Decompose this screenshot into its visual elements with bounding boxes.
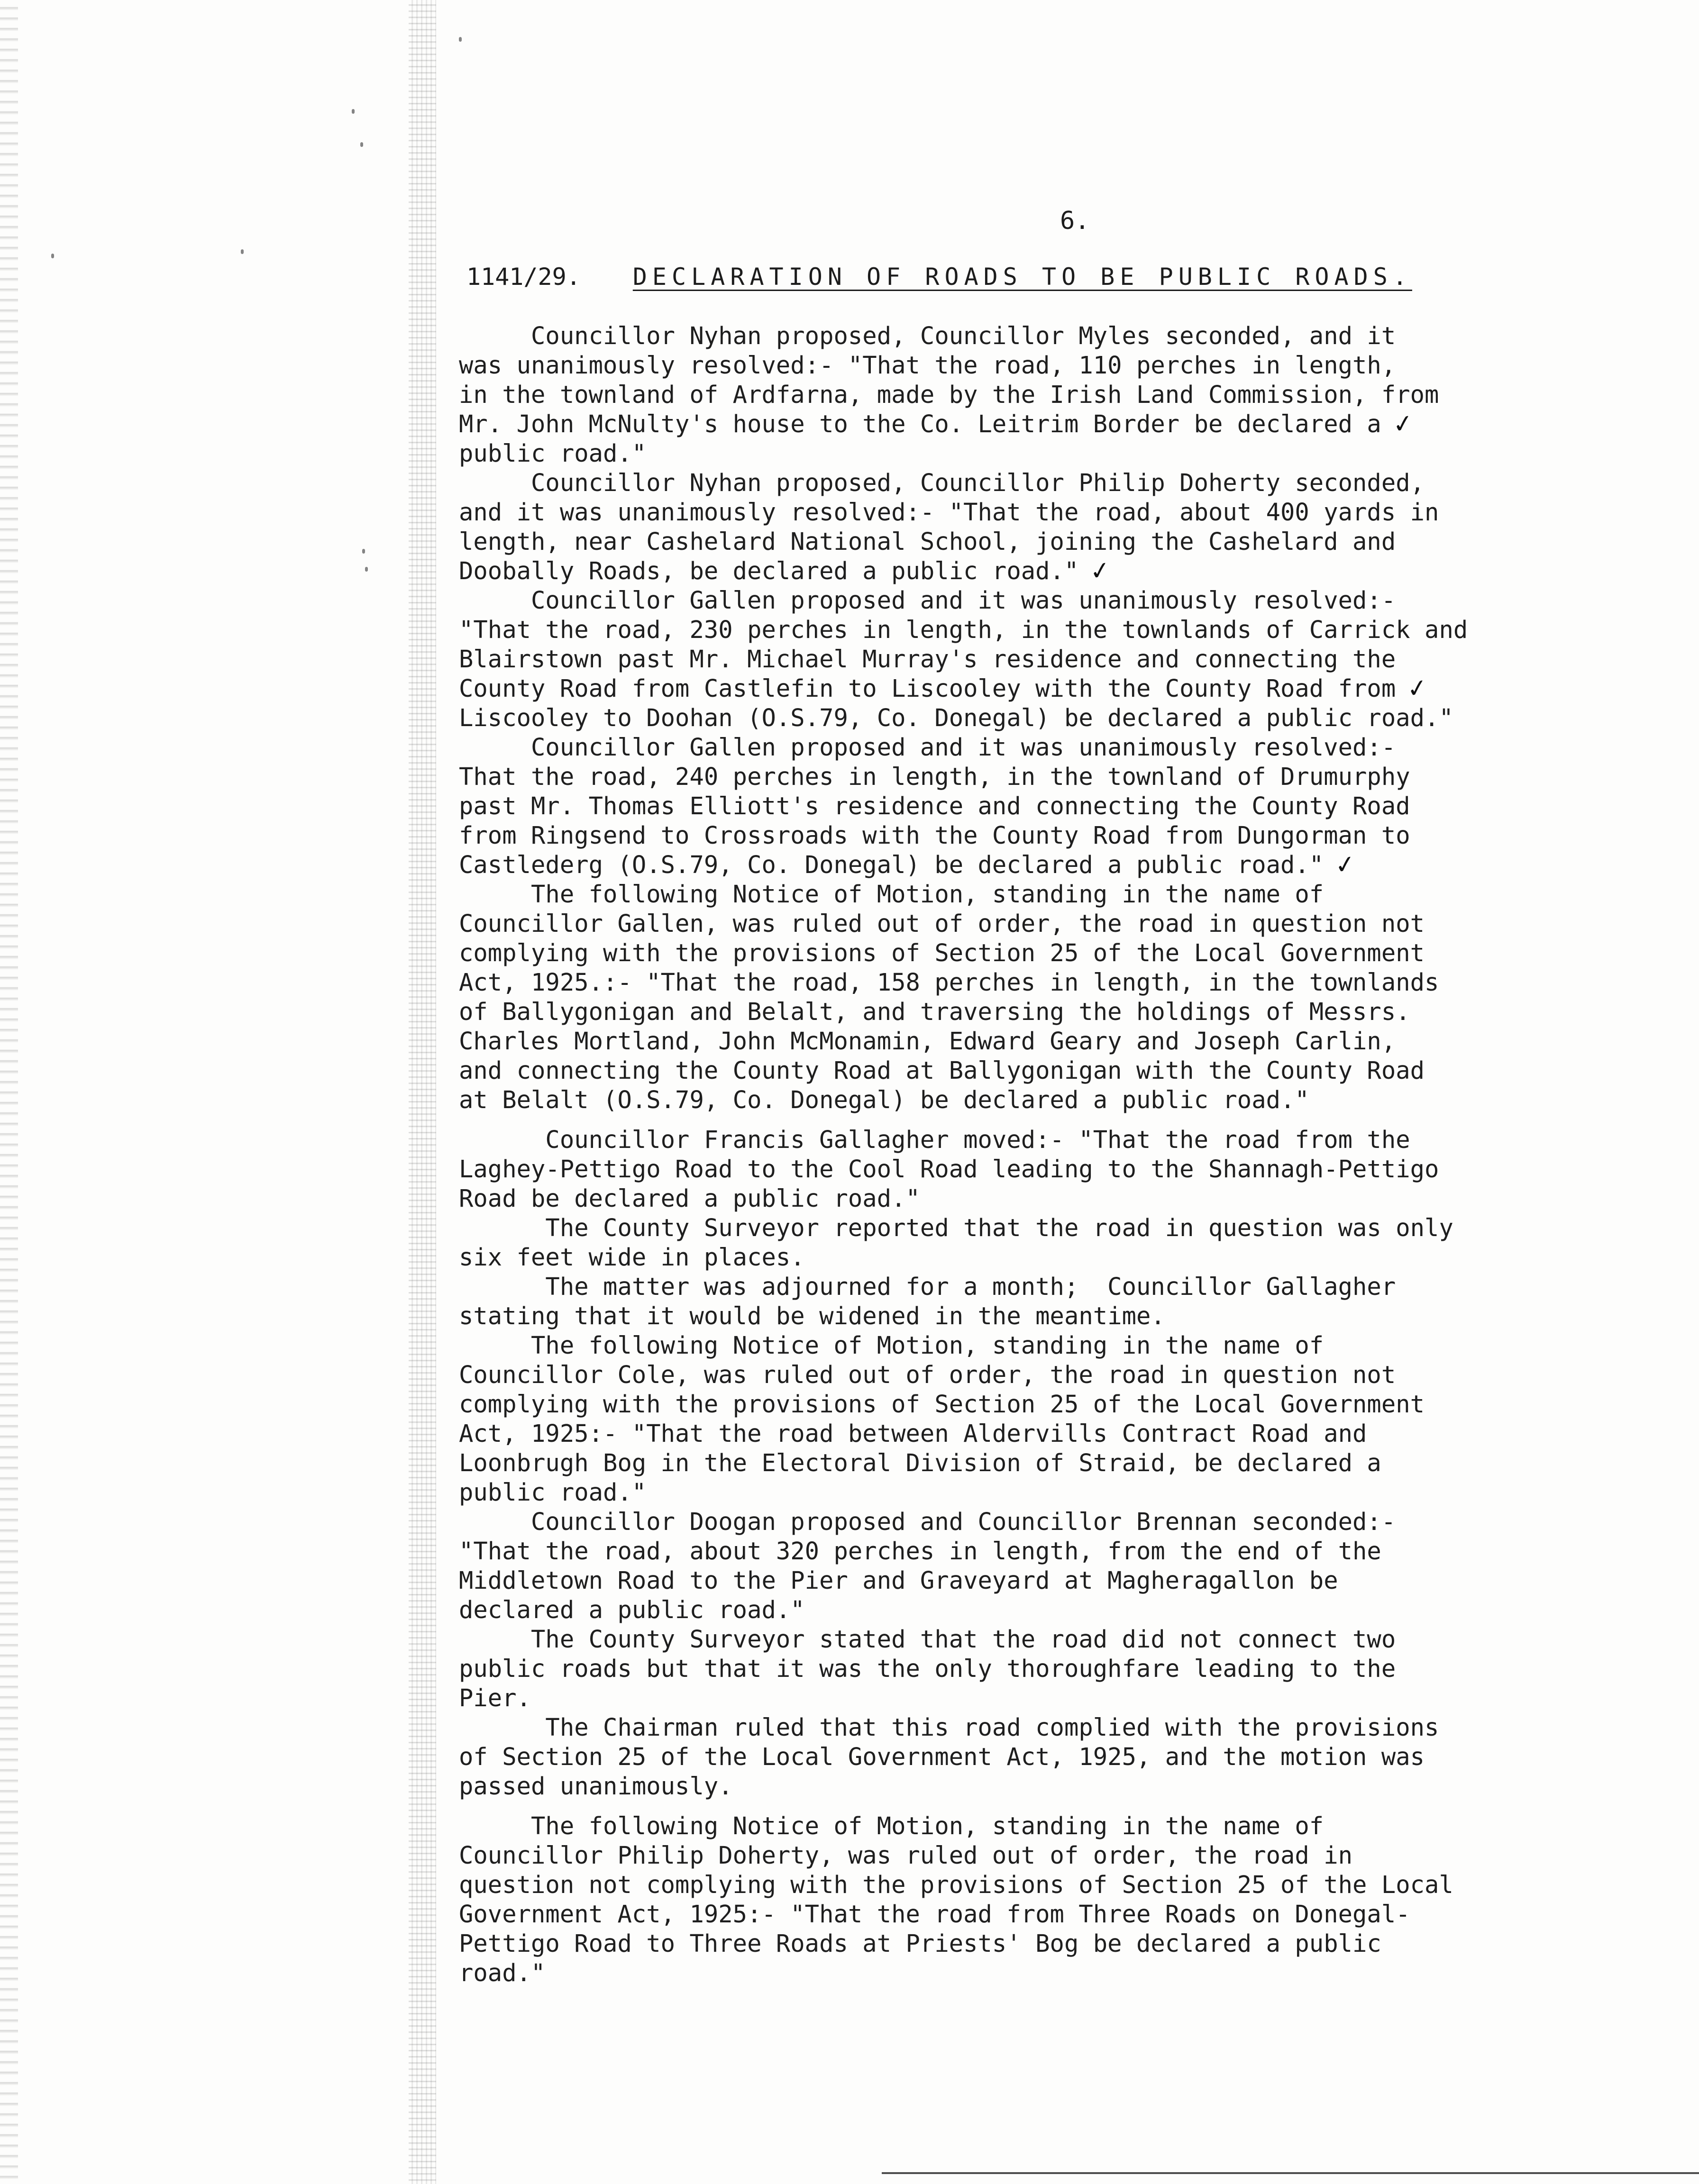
paragraph — [459, 321, 1672, 468]
text-line: six feet wide in places. — [459, 1243, 805, 1271]
text-line: The Chairman ruled that this road complied with the provisions — [459, 1713, 1439, 1741]
text-line: Councillor Gallen proposed and it was unanimously resolved:- — [459, 733, 1396, 761]
paragraph — [459, 733, 1672, 880]
text-line: Blairstown past Mr. Michael Murray's residence and connecting the — [459, 645, 1396, 673]
scan-speck — [360, 142, 363, 147]
text-line: Doobally Roads, be declared a public road." ✓ — [459, 555, 1113, 587]
text-line: stating that it would be widened in the meantime. — [459, 1302, 1165, 1330]
text-line: The following Notice of Motion, standing in the name of — [459, 1812, 1324, 1840]
section-title: DECLARATION OF ROADS TO BE PUBLIC ROADS. — [632, 263, 1412, 291]
text-line: length, near Cashelard National School, joining the Cashelard and — [459, 528, 1396, 555]
page-number: 6. — [1060, 207, 1090, 235]
text-line: passed unanimously. — [459, 1772, 733, 1800]
tick-mark-icon: ✓ — [1390, 409, 1416, 440]
text-line: and it was unanimously resolved:- "That the road, about 400 yards in — [459, 498, 1439, 526]
scan-speck — [365, 567, 368, 572]
paragraph — [459, 468, 1672, 586]
text-line: Road be declared a public road." — [459, 1184, 920, 1212]
text-line: Act, 1925.:- "That the road, 158 perches in length, in the townlands — [459, 968, 1439, 996]
text-line: Councillor Nyhan proposed, Councillor Philip Doherty seconded, — [459, 469, 1425, 497]
text-line: Councillor Gallen proposed and it was unanimously resolved:- — [459, 586, 1396, 614]
minutes-body — [459, 321, 1672, 1988]
scan-speck — [51, 254, 54, 258]
text-line: complying with the provisions of Section 25 of the Local Government — [459, 939, 1425, 967]
text-line: The following Notice of Motion, standing in the name of — [459, 880, 1324, 908]
scan-left-edge — [0, 0, 18, 2184]
text-line: Charles Mortland, John McMonamin, Edward Geary and Joseph Carlin, — [459, 1027, 1396, 1055]
text-line: Liscooley to Doohan (O.S.79, Co. Donegal) be declared a public road." — [459, 704, 1453, 732]
tick-mark-icon: ✓ — [1333, 849, 1358, 881]
paragraph — [459, 1272, 1672, 1331]
scan-speck — [241, 249, 244, 254]
text-line: public road." — [459, 439, 647, 467]
text-line: Castlederg (O.S.79, Co. Donegal) be declared a public road." ✓ — [459, 849, 1358, 881]
tick-mark-icon: ✓ — [1405, 673, 1430, 704]
paragraph — [459, 880, 1672, 1115]
bottom-rule — [882, 2172, 1699, 2174]
text-line: Middletown Road to the Pier and Graveyard at Magheragallon be — [459, 1566, 1338, 1594]
text-line: road." — [459, 1959, 546, 1987]
text-line: Laghey-Pettigo Road to the Cool Road leading to the Shannagh-Pettigo — [459, 1155, 1439, 1183]
text-line: public road." — [459, 1478, 647, 1506]
text-line: of Ballygonigan and Belalt, and traversing the holdings of Messrs. — [459, 998, 1410, 1026]
text-line: "That the road, about 320 perches in length, from the end of the — [459, 1537, 1381, 1565]
text-line: The County Surveyor stated that the road did not connect two — [459, 1625, 1396, 1653]
scan-speck — [459, 37, 462, 42]
scan-speck — [362, 549, 365, 554]
text-line: Government Act, 1925:- "That the road from Three Roads on Donegal- — [459, 1900, 1410, 1928]
scan-binding-strip — [409, 0, 436, 2184]
text-line: Pettigo Road to Three Roads at Priests' Bog be declared a public — [459, 1929, 1381, 1957]
text-line: public roads but that it was the only thoroughfare leading to the — [459, 1655, 1396, 1683]
text-line: Councillor Doogan proposed and Councillor Brennan seconded:- — [459, 1508, 1396, 1536]
minute-reference: 1141/29. — [466, 263, 581, 291]
text-line: Act, 1925:- "That the road between Aldervills Contract Road and — [459, 1420, 1367, 1447]
paragraph — [459, 1625, 1672, 1713]
text-line: The County Surveyor reported that the road in question was only — [459, 1214, 1453, 1242]
paragraph — [459, 1125, 1672, 1213]
paragraph — [459, 1507, 1672, 1625]
paragraph — [459, 1811, 1672, 1988]
text-line: Loonbrugh Bog in the Electoral Division of Straid, be declared a — [459, 1449, 1381, 1477]
text-line: in the townland of Ardfarna, made by the Irish Land Commission, from — [459, 381, 1439, 409]
text-line: of Section 25 of the Local Government Act, 1925, and the motion was — [459, 1743, 1425, 1771]
scan-speck — [352, 109, 355, 114]
text-line: "That the road, 230 perches in length, in the townlands of Carrick and — [459, 616, 1468, 644]
text-line: from Ringsend to Crossroads with the County Road from Dungorman to — [459, 821, 1410, 849]
text-line: County Road from Castlefin to Liscooley with the County Road from ✓ — [459, 673, 1430, 704]
text-line: complying with the provisions of Section 25 of the Local Government — [459, 1390, 1425, 1418]
text-line: at Belalt (O.S.79, Co. Donegal) be declared a public road." — [459, 1086, 1309, 1114]
tick-mark-icon: ✓ — [1088, 555, 1113, 587]
paragraph — [459, 586, 1672, 733]
paragraph — [459, 1713, 1672, 1801]
text-line: question not complying with the provisions of Section 25 of the Local — [459, 1871, 1453, 1899]
paragraph — [459, 1213, 1672, 1272]
paragraph — [459, 1331, 1672, 1507]
text-line: past Mr. Thomas Elliott's residence and connecting the County Road — [459, 792, 1410, 820]
text-line: That the road, 240 perches in length, in the townland of Drumurphy — [459, 763, 1410, 791]
text-line: Mr. John McNulty's house to the Co. Leitrim Border be declared a ✓ — [459, 409, 1416, 440]
text-line: and connecting the County Road at Ballygonigan with the County Road — [459, 1056, 1425, 1084]
text-line: was unanimously resolved:- "That the road, 110 perches in length, — [459, 351, 1396, 379]
text-line: Councillor Francis Gallagher moved:- "That the road from the — [459, 1126, 1410, 1154]
text-line: The matter was adjourned for a month; Councillor Gallagher — [459, 1273, 1396, 1301]
text-line: Councillor Cole, was ruled out of order, the road in question not — [459, 1361, 1396, 1389]
text-line: Pier. — [459, 1684, 531, 1712]
section-heading — [466, 263, 1412, 291]
text-line: Councillor Nyhan proposed, Councillor Myles seconded, and it — [459, 322, 1396, 350]
text-line: The following Notice of Motion, standing in the name of — [459, 1331, 1324, 1359]
text-line: declared a public road." — [459, 1596, 805, 1624]
text-line: Councillor Gallen, was ruled out of order, the road in question not — [459, 910, 1425, 937]
text-line: Councillor Philip Doherty, was ruled out of order, the road in — [459, 1841, 1353, 1869]
